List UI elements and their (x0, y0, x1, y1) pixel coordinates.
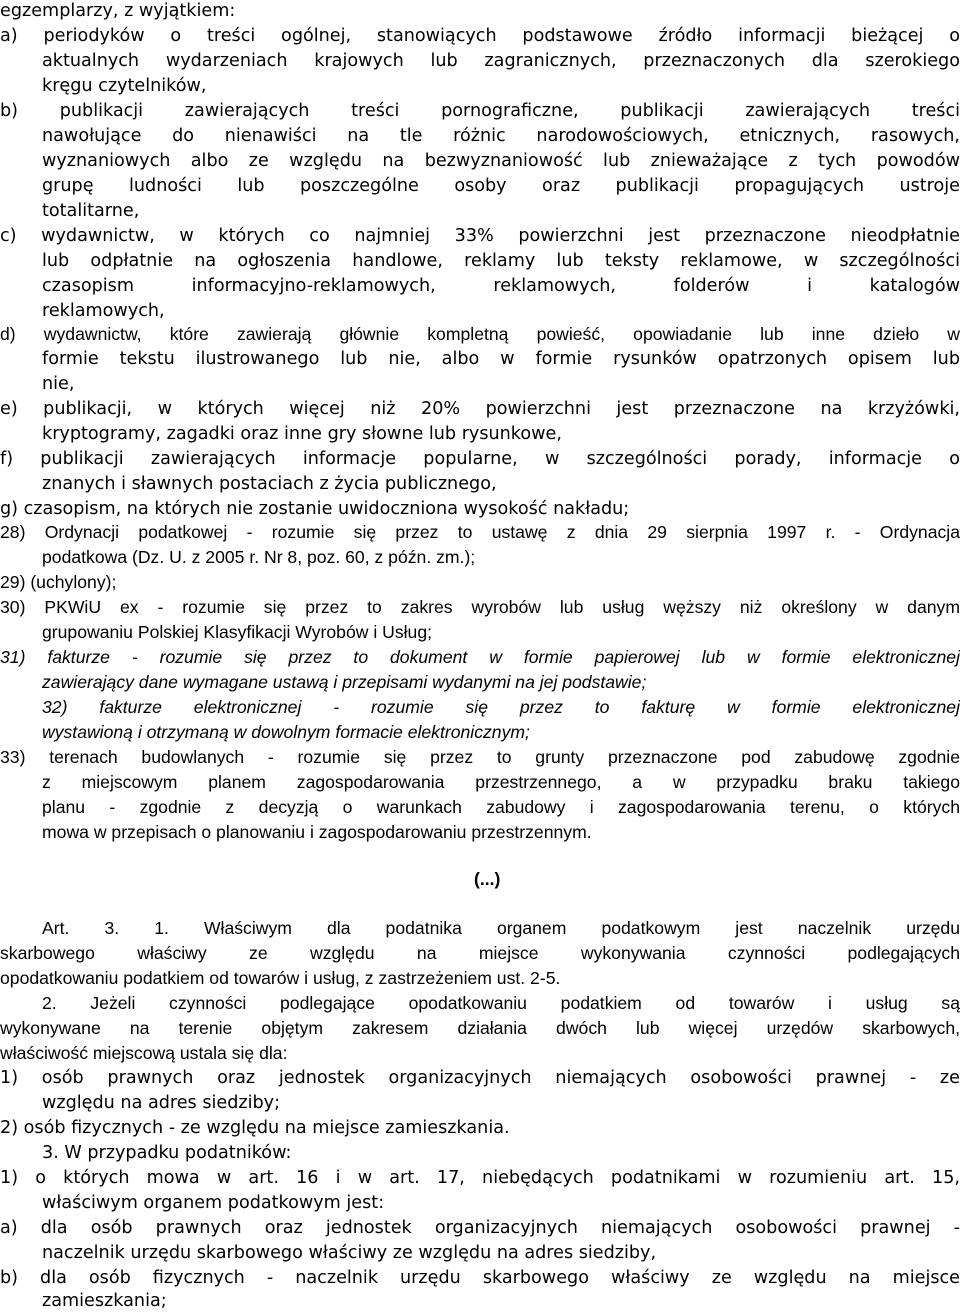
list-item-a: a) periodyków o treści ogólnej, stanowiących podstawowe źródło informacji bieżącej o (0, 26, 960, 46)
text-line: lub odpłatnie na ogłoszenia handlowe, reklamy lub teksty reklamowe, w szczególności (42, 251, 960, 271)
text-line: zawierający dane wymagane ustawą i przepisami wydanymi na jej podstawie; (42, 672, 647, 692)
list-item-1: 1) o których mowa w art. 16 i w art. 17, niebędących podatnikami w rozumieniu art. 15, (0, 1168, 960, 1188)
list-item-f: f) publikacji zawierających informacje popularne, w szczególności porady, informacje o (0, 449, 960, 469)
text-line: kryptogramy, zagadki oraz inne gry słowne lub rysunkowe, (42, 424, 562, 444)
text-line: czasopism informacyjno-reklamowych, reklamowych, folderów i katalogów (42, 276, 960, 296)
text-line: nawołujące do nienawiści na tle różnic narodowościowych, etnicznych, rasowych, (42, 126, 960, 146)
text-line: totalitarne, (42, 201, 140, 221)
point-33: 33) terenach budowlanych - rozumie się przez to grunty przeznaczone pod zabudowę zgodnie (0, 747, 960, 767)
point-29: 29) (uchylony); (0, 572, 117, 592)
text-line: zamieszkania; (42, 1291, 167, 1311)
text-line: naczelnik urzędu skarbowego właściwy ze względu na adres siedziby, (42, 1243, 657, 1263)
text-line: właściwym organem podatkowym jest: (42, 1193, 385, 1213)
paragraph-3: 3. W przypadku podatników: (42, 1143, 292, 1163)
text-line: reklamowych, (42, 301, 165, 321)
point-28: 28) Ordynacji podatkowej - rozumie się przez to ustawę z dnia 29 sierpnia 1997 r. - Ordynacja (0, 522, 960, 542)
text-line: znanych i sławnych postaciach z życia publicznego, (42, 474, 497, 494)
text-line: egzemplarzy, z wyjątkiem: (0, 1, 236, 21)
list-item-c: c) wydawnictw, w których co najmniej 33% powierzchni jest przeznaczone nieodpłatnie (0, 226, 960, 246)
text-line: skarbowego właściwy ze względu na miejsce wykonywania czynności podlegających (0, 943, 960, 963)
text-line: planu - zgodnie z decyzją o warunkach zabudowy i zagospodarowania terenu, o których (42, 797, 960, 817)
ellipsis-marker: (...) (474, 869, 501, 889)
point-31: 31) fakturze - rozumie się przez to dokument w formie papierowej lub w formie elektronicznej (0, 647, 960, 667)
text-line: wystawioną i otrzymaną w dowolnym formacie elektronicznym; (42, 722, 530, 742)
list-item-e: e) publikacji, w których więcej niż 20% powierzchni jest przeznaczone na krzyżówki, (0, 399, 960, 419)
text-line: wyznaniowych albo ze względu na bezwyznaniowość lub znieważające z tych powodów (42, 151, 960, 171)
point-32: 32) fakturze elektronicznej - rozumie się przez to fakturę w formie elektronicznej (42, 697, 960, 717)
text-line: podatkowa (Dz. U. z 2005 r. Nr 8, poz. 60, z późn. zm.); (42, 547, 476, 567)
text-line: względu na adres siedziby; (42, 1093, 280, 1113)
list-item-b: b) publikacji zawierających treści pornograficzne, publikacji zawierających treści (0, 101, 960, 121)
list-item-1: 1) osób prawnych oraz jednostek organizacyjnych niemających osobowości prawnej - ze (0, 1068, 960, 1088)
text-line: mowa w przepisach o planowaniu i zagospodarowaniu przestrzennym. (42, 822, 592, 842)
text-line: formie tekstu ilustrowanego lub nie, albo w formie rysunków opatrzonych opisem lub (42, 349, 960, 369)
text-line: z miejscowym planem zagospodarowania przestrzennego, a w przypadku braku takiego (42, 772, 960, 792)
text-line: kręgu czytelników, (42, 76, 207, 96)
text-line: właściwość miejscową ustala się dla: (0, 1043, 288, 1063)
text-line: aktualnych wydarzeniach krajowych lub zagranicznych, przeznaczonych dla szerokiego (42, 51, 960, 71)
text-line: grupę ludności lub poszczególne osoby oraz publikacji propagujących ustroje (42, 176, 960, 196)
article-3-heading: Art. 3. 1. Właściwym dla podatnika organem podatkowym jest naczelnik urzędu (42, 918, 960, 938)
list-item-2: 2) osób fizycznych - ze względu na miejsce zamieszkania. (0, 1118, 510, 1138)
list-item-a: a) dla osób prawnych oraz jednostek organizacyjnych niemających osobowości prawnej - (0, 1218, 960, 1238)
point-30: 30) PKWiU ex - rozumie się przez to zakres wyrobów lub usług węższy niż określony w danym (0, 597, 960, 617)
text-line: grupowaniu Polskiej Klasyfikacji Wyrobów i Usług; (42, 622, 432, 642)
list-item-d: d) wydawnictw, które zawierają głównie kompletną powieść, opowiadanie lub inne dzieło w (0, 324, 960, 344)
text-line: nie, (42, 374, 75, 394)
list-item-b: b) dla osób fizycznych - naczelnik urzędu skarbowego właściwy ze względu na miejsce (0, 1268, 960, 1288)
text-line: wykonywane na terenie objętym zakresem działania dwóch lub więcej urzędów skarbowych, (0, 1018, 960, 1038)
list-item-g: g) czasopism, na których nie zostanie uwidoczniona wysokość nakładu; (0, 499, 630, 519)
text-line: opodatkowaniu podatkiem od towarów i usług, z zastrzeżeniem ust. 2-5. (0, 968, 561, 988)
paragraph-2: 2. Jeżeli czynności podlegające opodatkowaniu podatkiem od towarów i usług są (42, 993, 960, 1013)
